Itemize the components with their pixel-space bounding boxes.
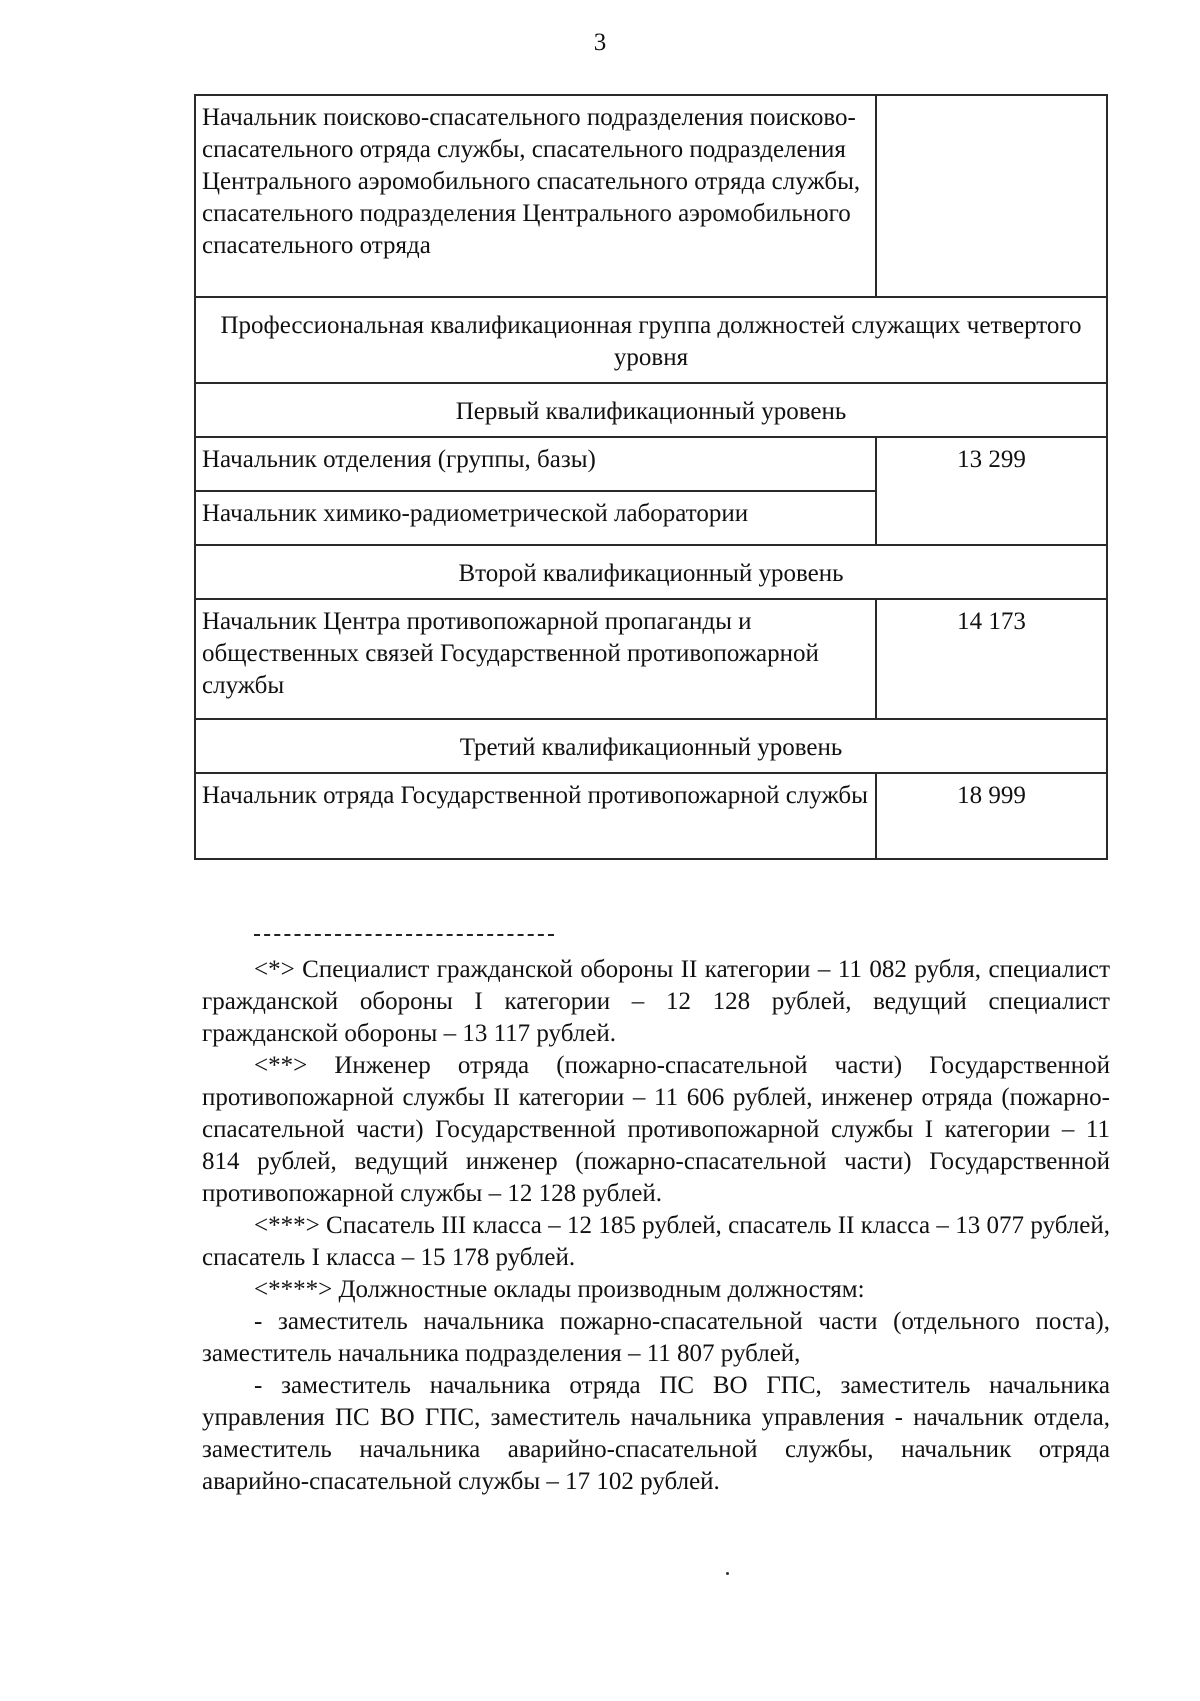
position-cell: Начальник отделения (группы, базы) (195, 437, 876, 491)
level-header-row (195, 719, 1107, 773)
position-cell: Начальник химико-радиометрической лаборатории (195, 491, 876, 545)
level-3-header: Третий квалификационный уровень (195, 719, 1107, 773)
footnote-4-item-1: - заместитель начальника пожарно-спасательной части (отдельного поста), заместитель начальника подразделения – 11 807 рублей, (202, 1308, 1110, 1367)
footnote-3: <***> Спасатель III класса – 12 185 рублей, спасатель II класса – 13 077 рублей, спасатель I класса – 15 178 рублей. (202, 1212, 1110, 1271)
position-cell: Начальник поисково-спасательного подразделения поисково-спасательного отряда службы, спасательного подразделения Центрального аэромобильного спасательного отряда службы, спасательного подразделения Центрального аэромобильного спасательного отряда (195, 95, 876, 297)
level-header-row (195, 383, 1107, 437)
salary-table (194, 94, 1108, 860)
footnote-2: <**> Инженер отряда (пожарно-спасательной части) Государственной противопожарной службы II категории – 11 606 рублей, инженер отряда (пожарно-спасательной части) Государственной противопожарной службы I категории – 11 814 рублей, ведущий инженер (пожарно-спасательной части) Государственной противопожарной службы – 12 128 рублей. (202, 1052, 1110, 1207)
group-header-row (195, 297, 1107, 383)
table-row (195, 95, 1107, 297)
footnote-4: <****> Должностные оклады производным должностям: (254, 1276, 865, 1303)
table-row (195, 437, 1107, 491)
level-header-row (195, 545, 1107, 599)
footnote-1: <*> Специалист гражданской обороны II категории – 11 082 рубля, специалист гражданской обороны I категории – 12 128 рублей, ведущий специалист гражданской обороны – 13 117 рублей. (202, 956, 1110, 1047)
level-2-header: Второй квалификационный уровень (195, 545, 1107, 599)
table-row (195, 599, 1107, 719)
level-1-header: Первый квалификационный уровень (195, 383, 1107, 437)
position-cell: Начальник Центра противопожарной пропаганды и общественных связей Государственной противопожарной службы (195, 599, 876, 719)
salary-cell: 14 173 (876, 599, 1107, 719)
position-cell: Начальник отряда Государственной противопожарной службы (195, 773, 876, 859)
qualification-group-header: Профессиональная квалификационная группа должностей служащих четвертого уровня (195, 297, 1107, 383)
salary-cell: 18 999 (876, 773, 1107, 859)
salary-cell: 13 299 (876, 437, 1107, 545)
footnotes (202, 934, 1110, 1498)
scan-speck (726, 1572, 729, 1575)
table-row (195, 773, 1107, 859)
salary-cell (876, 95, 1107, 297)
page-number: 3 (593, 29, 607, 56)
footnote-separator (254, 934, 554, 938)
footnote-4-item-2: - заместитель начальника отряда ПС ВО ГПС, заместитель начальника управления ПС ВО ГПС, заместитель начальника управления - начальник отдела, заместитель начальника аварийно-спасательной службы, начальник отряда аварийно-спасательной службы – 17 102 рублей. (202, 1372, 1110, 1495)
